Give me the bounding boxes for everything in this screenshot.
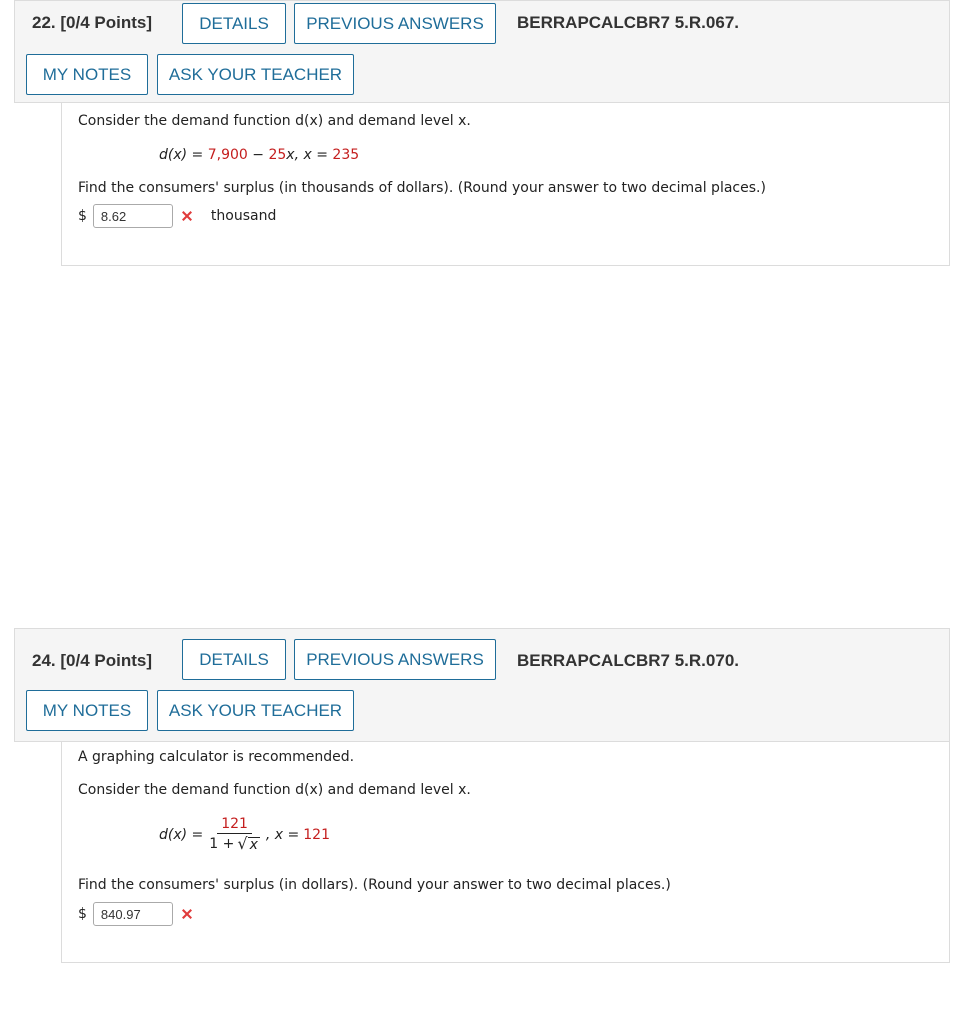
demand-level: 235 <box>332 147 360 163</box>
radical-icon: √ <box>237 834 248 853</box>
question-prompt: Find the consumers' surplus (in dollars). (Round your answer to two decimal places.) <box>78 877 671 893</box>
formula-coefficient: 25 <box>268 147 287 163</box>
formula-numerator: 121 <box>217 815 252 834</box>
formula-constant: 7,900 <box>207 147 248 163</box>
answer-row <box>78 204 276 228</box>
details-button[interactable]: DETAILS <box>182 639 286 680</box>
square-root <box>237 836 260 852</box>
question-code: BERRAPCALCBR7 5.R.070. <box>517 651 739 670</box>
incorrect-x-icon <box>179 906 195 922</box>
question-intro: Consider the demand function d(x) and demand level x. <box>78 782 471 798</box>
intro-text: Consider the demand function d(x) and demand level x. <box>78 113 471 129</box>
demand-level: 121 <box>303 826 330 843</box>
formula-minus: − <box>252 147 265 163</box>
question-24-body <box>61 742 950 963</box>
question-22-header <box>14 0 950 103</box>
formula-lhs: d(x) = <box>159 147 204 163</box>
my-notes-button[interactable]: MY NOTES <box>26 54 148 95</box>
formula-lhs: d(x) = <box>159 826 204 843</box>
previous-answers-button[interactable]: PREVIOUS ANSWERS <box>294 3 496 44</box>
formula-tail: , x = <box>265 826 300 843</box>
question-points: [0/4 Points] <box>60 651 152 670</box>
my-notes-button[interactable]: MY NOTES <box>26 690 148 731</box>
calculator-note: A graphing calculator is recommended. <box>78 749 355 765</box>
demand-formula <box>159 815 330 854</box>
question-prompt: Find the consumers' surplus (in thousands of dollars). (Round your answer to two decimal places.) <box>78 180 766 196</box>
question-24-header <box>14 628 950 742</box>
question-number-points <box>32 13 152 33</box>
previous-answers-button[interactable]: PREVIOUS ANSWERS <box>294 639 496 680</box>
answer-unit: thousand <box>210 208 277 224</box>
question-code: BERRAPCALCBR7 5.R.067. <box>517 13 739 32</box>
answer-input[interactable] <box>93 204 173 228</box>
demand-formula <box>159 147 359 163</box>
formula-fraction <box>205 815 264 854</box>
answer-row <box>78 902 195 926</box>
incorrect-x-icon <box>179 208 195 224</box>
ask-your-teacher-button[interactable]: ASK YOUR TEACHER <box>157 54 354 95</box>
formula-denominator <box>205 834 264 854</box>
details-button[interactable]: DETAILS <box>182 3 286 44</box>
question-22-body <box>61 103 950 266</box>
denominator-prefix: 1 + <box>209 836 235 852</box>
question-number: 22. <box>32 13 56 32</box>
question-number-points <box>32 651 152 671</box>
ask-your-teacher-button[interactable]: ASK YOUR TEACHER <box>157 690 354 731</box>
currency-symbol: $ <box>78 906 87 922</box>
question-number: 24. <box>32 651 56 670</box>
radicand: x <box>249 837 258 853</box>
currency-symbol: $ <box>78 208 87 224</box>
answer-input[interactable] <box>93 902 173 926</box>
question-intro <box>78 113 471 129</box>
question-points: [0/4 Points] <box>60 13 152 32</box>
formula-variable: x, x = <box>286 147 328 163</box>
